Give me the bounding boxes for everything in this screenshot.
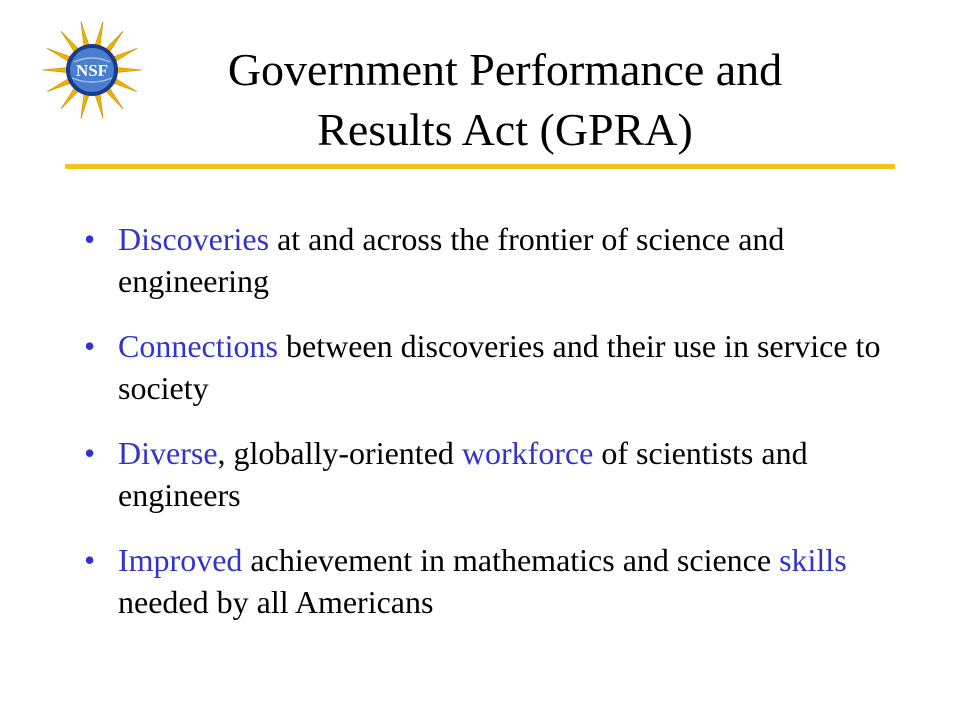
highlight-text: Discoveries	[118, 221, 270, 257]
logo-ray	[95, 21, 103, 47]
body-text: , globally-oriented	[217, 435, 462, 471]
logo-ray	[81, 21, 89, 47]
body-text: between discoveries and their use in service to society	[118, 328, 881, 406]
bullet-list	[84, 218, 904, 646]
bullet-item	[84, 432, 904, 516]
bullet-item	[84, 325, 904, 409]
bullet-item	[84, 218, 904, 302]
highlight-text: skills	[779, 542, 847, 578]
logo-ray	[81, 93, 89, 119]
logo-ray	[42, 67, 68, 72]
body-text: of scientists and engineers	[118, 435, 808, 513]
logo-text: NSF	[75, 61, 109, 80]
body-text: achievement in mathematics and science	[242, 542, 780, 578]
title-divider	[65, 164, 895, 169]
slide-title	[120, 40, 890, 160]
logo-ray	[95, 93, 103, 119]
highlight-text: Connections	[118, 328, 278, 364]
title-line-1: Government Performance and	[227, 44, 783, 95]
body-text: needed by all Americans	[118, 584, 434, 620]
title-line-2: Results Act (GPRA)	[317, 104, 693, 155]
bullet-dot-icon: •	[84, 435, 96, 471]
logo-ray	[47, 48, 72, 62]
bullet-dot-icon: •	[84, 542, 96, 578]
logo-ray	[47, 78, 72, 92]
bullet-item	[84, 539, 904, 623]
highlight-text: Diverse	[118, 435, 218, 471]
bullet-dot-icon: •	[84, 328, 96, 364]
body-text: at and across the frontier of science and engineering	[118, 221, 785, 299]
highlight-text: Improved	[118, 542, 243, 578]
highlight-text: workforce	[461, 435, 594, 471]
bullet-dot-icon: •	[84, 221, 96, 257]
